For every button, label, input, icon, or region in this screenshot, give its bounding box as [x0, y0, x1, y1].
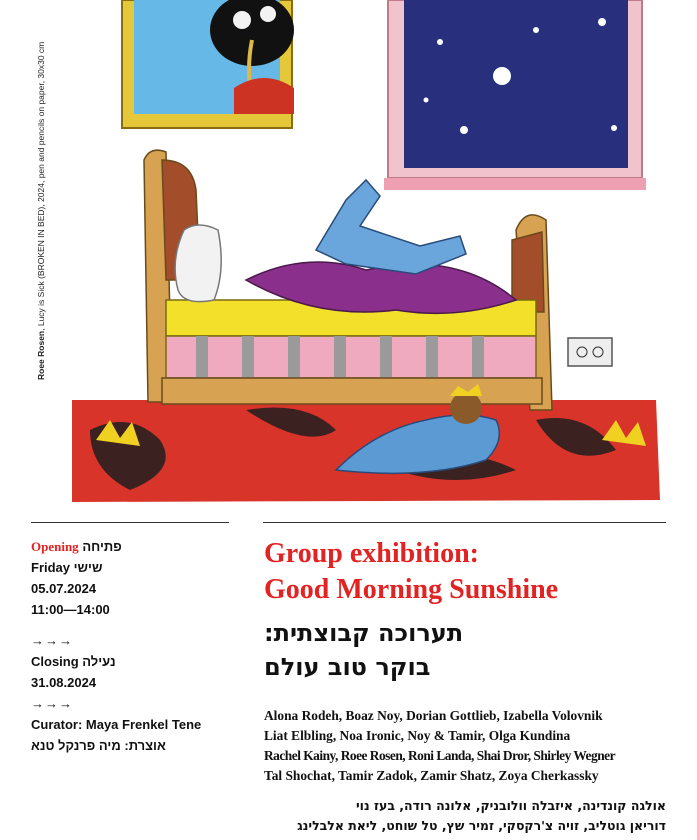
artists-list [264, 706, 666, 786]
arrow-separator-2: →→→ [31, 696, 73, 711]
title-line-1: Group exhibition: [264, 538, 479, 569]
curator-hebrew: אוצרת: מיה פרנקל טנא [31, 738, 166, 753]
opening-row [31, 536, 231, 557]
artists-line: Alona Rodeh, Boaz Noy, Dorian Gottlieb, Izabella Volovnik [264, 708, 603, 723]
event-details [31, 528, 231, 756]
closing-label: Closing נעילה [31, 654, 116, 669]
divider-left [31, 522, 229, 523]
hebrew-title-line-2: בוקר טוב עולם [264, 653, 431, 681]
exhibition-title-hebrew [264, 616, 666, 684]
artists-line: Rachel Kainy, Roee Rosen, Roni Landa, Shai Dror, Shirley Wegner [264, 748, 616, 763]
arrow-separator: →→→ [31, 633, 73, 648]
opening-day: Friday שישי [31, 560, 103, 575]
artwork-lucy-is-sick [66, 0, 664, 508]
opening-date: 05.07.2024 [31, 581, 97, 596]
exhibition-info [264, 528, 666, 836]
title-line-2: Good Morning Sunshine [264, 574, 559, 605]
opening-time: 11:00—14:00 [31, 602, 110, 617]
hebrew-artists-line: אולגה קונדינה, איזבלה וולובניק, אלונה רודה, בעז נוי [356, 798, 666, 813]
hebrew-title-line-1: תערוכה קבוצתית: [264, 619, 464, 647]
wall-socket-image [568, 338, 612, 366]
artwork-caption [36, 42, 46, 380]
exhibition-title [264, 536, 666, 608]
caption-work: , Lucy is Sick (BROKEN IN BED), 2024, pen and pencils on paper, 30x30 cm [36, 41, 46, 331]
curator-english: Curator: Maya Frenkel Tene [31, 717, 202, 732]
artists-line: Tal Shochat, Tamir Zadok, Zamir Shatz, Zoya Cherkassky [264, 768, 599, 783]
closing-date: 31.08.2024 [31, 675, 97, 690]
caption-artist: Roee Rosen [36, 330, 46, 380]
artists-line: Liat Elbling, Noa Ironic, Noy & Tamir, Olga Kundina [264, 728, 571, 743]
divider-right [263, 522, 666, 523]
artists-list-hebrew [264, 796, 666, 836]
framed-portrait-image [122, 0, 294, 128]
opening-label: Opening [31, 539, 79, 554]
hebrew-artists-line: דוריאן גוטליב, זויה צ'רקסקי, זמיר שץ, טל שוחט, ליאת אלבלינג [297, 818, 666, 833]
night-window-image [384, 0, 646, 190]
opening-label-hebrew: פתיחה [82, 539, 122, 554]
